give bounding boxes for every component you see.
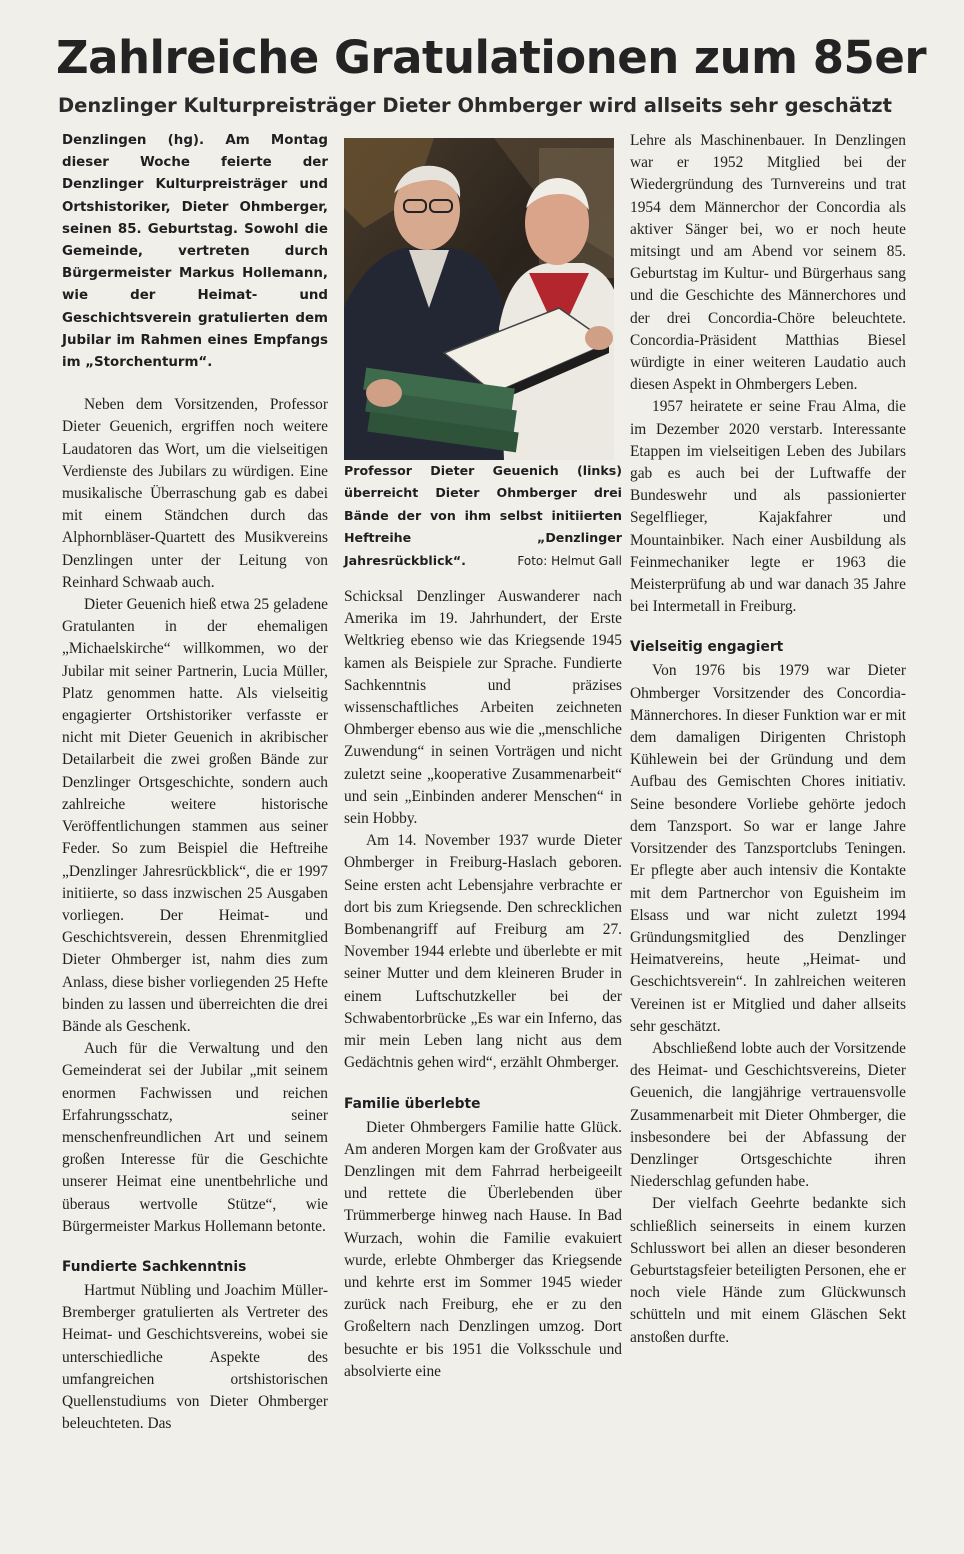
body-paragraph: Hartmut Nübling und Joachim Müller-Bremberger gratulierten als Vertreter des Heimat- und Geschichtsvereins, wobei sie unterschiedliche Aspekte des umfangreichen ortshistorischen Quellenstudiums von Dieter Ohmberger beleuchteten. Das — [62, 1281, 328, 1433]
section-heading-engagiert: Vielseitig engagiert — [630, 639, 784, 656]
subheadline: Denzlinger Kulturpreisträger Dieter Ohmberger wird allseits sehr geschätzt — [58, 94, 892, 117]
column-1 — [62, 130, 328, 1435]
body-paragraph: Abschließend lobte auch der Vorsitzende des Heimat- und Geschichtsvereins, Dieter Geuenich, die langjährige vertrauensvolle Zusammenarbeit mit Dieter Ohmberger, die insbesondere bei der Abfassung der Denzlinger Ortsgeschichte ihren Niederschlag gefunden habe. — [630, 1039, 906, 1191]
body-paragraph: Von 1976 bis 1979 war Dieter Ohmberger Vorsitzender des Concordia-Männerchores. In dieser Funktion war er mit dem damaligen Dirigenten Christoph Kühlewein bei der Gründung und dem Aufbau des Gemischten Chores initiativ. Seine besondere Vorliebe gehörte jedoch dem Tanzsport. So war er lange Jahre Vorsitzender des Tanzsportclubs Teningen. Er pflegte aber auch intensiv die Kontakte mit dem Partnerchor von Eguisheim im Elsass und war nicht zuletzt 1994 Gründungsmitglied des Denzlinger Heimatvereins, heute „Heimat- und Geschichtsverein“. In zahlreichen weiteren Vereinen ist er Mitglied und daher allseits sehr geschätzt. — [630, 662, 906, 1035]
section-heading-familie: Familie überlebte — [344, 1095, 481, 1112]
headline: Zahlreiche Gratulationen zum 85er — [56, 31, 927, 84]
column-2 — [344, 138, 622, 1383]
body-paragraph: Schicksal Denzlinger Auswanderer nach Amerika im 19. Jahrhundert, der Erste Weltkrieg ebenso wie das Kriegsende 1945 kamen als Beispiele zur Sprache. Fundierte Sachkenntnis und präzises wissenschaftliches Arbeiten zeichneten Ohmberger ebenso aus wie die „menschliche Zuwendung“ in seinen Vorträgen und nicht zuletzt seine „kooperative Zusammenarbeit“ und sein „Einbinden anderer Menschen“ in sein Hobby. — [344, 588, 622, 828]
section-heading-sachkenntnis: Fundierte Sachkenntnis — [62, 1258, 247, 1275]
photo-caption — [344, 460, 622, 572]
body-paragraph: Dieter Ohmbergers Familie hatte Glück. Am anderen Morgen kam der Großvater aus Denzlingen mit dem Fahrrad herbeigeeilt und rettete die Überlebenden über Trümmerberge hinweg nach Hause. In Bad Wurzach, wohin die Familie evakuiert wurde, erlebte Ohmberger das Kriegsende und kehrte erst im Sommer 1945 wieder zurück nach Freiburg, ehe er zu den Großeltern nach Denzlingen umzog. Dort besuchte er bis 1951 die Volksschule und absolvierte eine — [344, 1118, 622, 1380]
photo-caption-text: Professor Dieter Geuenich (links) überreicht Dieter Ohmberger drei Bände der von ihm selbst initiierten Heftreihe „Denzlinger Jahresrückblick“. — [344, 463, 622, 568]
photo-two-men-with-books — [344, 138, 614, 460]
body-paragraph: Dieter Geuenich hieß etwa 25 geladene Gratulanten in der ehemaligen „Michaelskirche“ willkommen, wo der Jubilar mit seiner Partnerin, Lucia Müller, Platz genommen hatte. Als vielseitig engagierter Ortshistoriker verfasste er nicht mit Dieter Geuenich in akribischer Detailarbeit die zwei großen Bände zur Denzlinger Ortsgeschichte, sondern auch zahlreiche weitere historische Veröffentlichungen stammen aus seiner Feder. So zum Beispiel die Heftreihe „Denzlinger Jahresrückblick“, die er 1997 initiierte, so dass inzwischen 25 Ausgaben vorliegen. Der Heimat- und Geschichtsverein, dessen Ehrenmitglied Dieter Ohmberger ist, nahm dies zum Anlass, diese bisher vorliegenden 25 Hefte binden zu lassen und überreichten die drei Bände als Geschenk. — [62, 596, 328, 1035]
column-3 — [630, 130, 906, 1349]
body-paragraph: 1957 heiratete er seine Frau Alma, die im Dezember 2020 verstarb. Interessante Etappen im vielseitigen Leben des Jubilars gab es auch bei der Luftwaffe der Bundeswehr und als passionierter Segelflieger, Kajakfahrer und Mountainbiker. Nach einer Ausbildung als Feinmechaniker legte er 1963 die Meisterprüfung ab und war danach 35 Jahre bei Intermetall in Freiburg. — [630, 398, 906, 616]
lead-paragraph: Denzlingen (hg). Am Montag dieser Woche feierte der Denzlinger Kulturpreisträger und Ortshistoriker, Dieter Ohmberger, seinen 85. Geburtstag. Sowohl die Gemeinde, vertreten durch Bürgermeister Markus Hollemann, wie der Heimat- und Geschichtsverein gratulierten dem Jubilar im Rahmen eines Empfangs im „Storchenturm“. — [62, 133, 328, 371]
body-paragraph: Neben dem Vorsitzenden, Professor Dieter Geuenich, ergriffen noch weitere Laudatoren das Wort, um die vielseitigen Verdienste des Jubilars zu würdigen. Eine musikalische Überraschung gab es dabei mit einem Ständchen durch das Alphornbläser-Quartett des Musikvereins Denzlingen unter der Leitung von Reinhard Schwaab auch. — [62, 396, 328, 591]
body-paragraph: Am 14. November 1937 wurde Dieter Ohmberger in Freiburg-Haslach geboren. Seine ersten acht Lebensjahre verbrachte er dort bis zum Kriegsende. Den schrecklichen Bombenangriff auf Freiburg am 27. November 1944 erlebte und überlebte er mit seiner Mutter und dem kleineren Bruder in einem Luftschutzkeller bei der Schwabentorbrücke „Es war ein Inferno, das mir mein Leben lang nicht aus dem Gedächtnis gehen wird“, erzählt Ohmberger. — [344, 832, 622, 1072]
article-photo — [344, 138, 614, 460]
body-paragraph: Auch für die Verwaltung und den Gemeinderat sei der Jubilar „mit seinem enormen Fachwissen und reichen Erfahrungsschatz, seiner menschenfreundlichen Art und seinem großen Interesse für die Geschichte unserer Heimat eine unentbehrliche und überaus wertvolle Stütze“, wie Bürgermeister Markus Hollemann betonte. — [62, 1040, 328, 1235]
body-paragraph: Lehre als Maschinenbauer. In Denzlingen war er 1952 Mitglied bei der Wiedergründung des Turnvereins und trat 1954 dem Männerchor der Concordia als aktiver Sänger bei, wo er noch heute mitsingt und am Abend vor seinem 85. Geburtstag im Kultur- und Bürgerhaus sang und die Geschichte des Männerchores und der drei Concordia-Chöre beleuchtete. Concordia-Präsident Matthias Biesel würdigte in einer weiteren Laudatio auch diesen Aspekt in Ohmbergers Leben. — [630, 132, 906, 394]
body-paragraph: Der vielfach Geehrte bedankte sich schließlich seinerseits in einem kurzen Schlusswort bei allen an dieser besonderen Geburtstagsfeier beteiligten Personen, ehe er noch viele Hände zum Glückwunsch schütteln und mit einem Gläschen Sekt anstoßen durfte. — [630, 1195, 906, 1346]
photo-credit: Foto: Helmut Gall — [517, 553, 622, 568]
